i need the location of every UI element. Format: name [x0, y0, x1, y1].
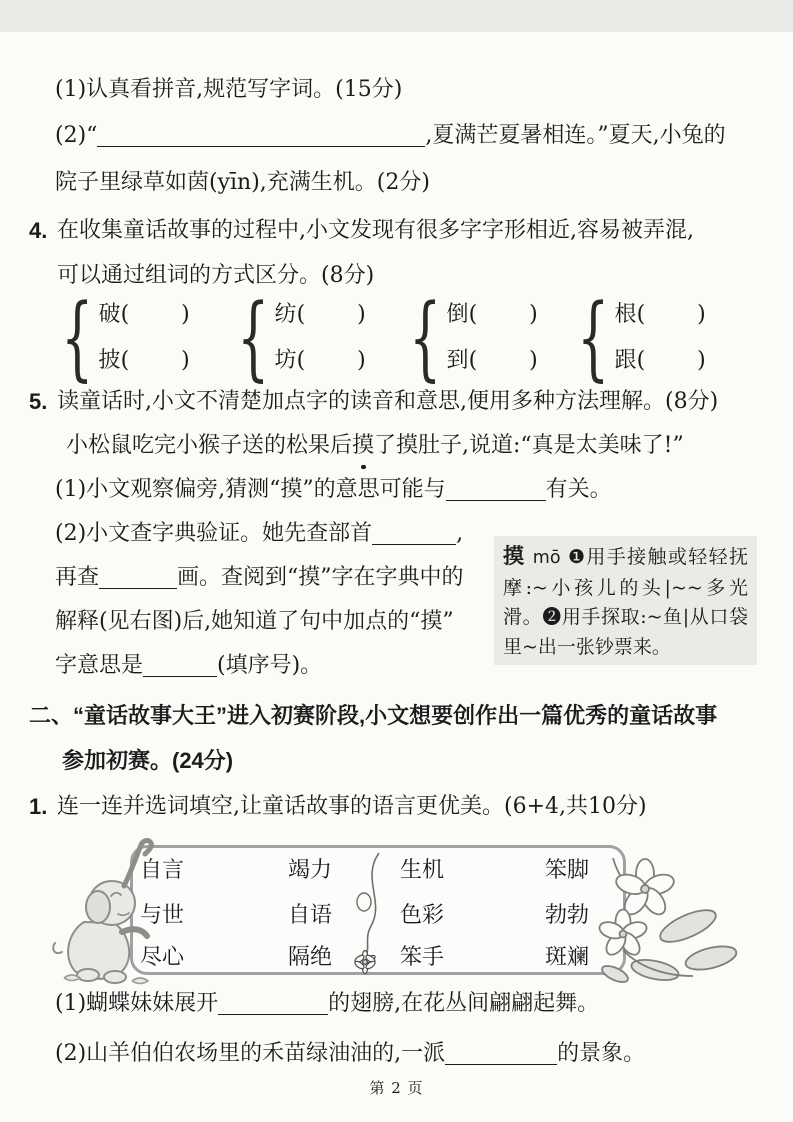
match-word[interactable]: 尽心 [140, 945, 185, 970]
elephant-illustration [48, 832, 176, 986]
q5-item2-line3 [55, 606, 454, 638]
q5-item2-meaning-blank[interactable] [143, 652, 217, 677]
close-paren: ) [529, 302, 538, 327]
q4-line2-text: 可以通过组词的方式区分。(8分) [57, 263, 375, 288]
q4-pair2-top-row [275, 296, 366, 334]
open-paren: ( [636, 348, 646, 373]
s2q1-item2-pre: (2)山羊伯伯农场里的禾苗绿油油的,一派 [55, 1041, 446, 1066]
q5-item2-strokes-blank[interactable] [99, 564, 177, 589]
s2q1-item1-post: 的翅膀,在花丛间翩翩起舞。 [328, 991, 600, 1016]
match-word[interactable]: 色彩 [400, 903, 445, 928]
q4-pair1-top-row [99, 296, 190, 334]
dictionary-pinyin: mō [532, 548, 561, 568]
q5-item2-line2 [55, 562, 464, 594]
curly-brace: { [237, 284, 270, 391]
elephant-ear [86, 891, 110, 923]
elephant-trunk [124, 841, 151, 886]
close-paren: ) [357, 348, 366, 373]
q4-pair-group-4 [564, 284, 706, 391]
q5-item2-line4 [55, 650, 322, 682]
q4-pair3-bottom-row [447, 342, 538, 380]
q5-item2-l2-post: 画。查阅到“摸”字在字典中的 [177, 565, 464, 590]
s2q1-title [57, 791, 647, 823]
char-top: 破 [98, 302, 121, 327]
s2q1-number: 1. [29, 794, 48, 819]
q4-pair1-bottom-row [99, 342, 190, 380]
char-bottom: 坊 [274, 348, 297, 373]
q4-pair-group-1 [48, 284, 190, 391]
open-paren: ( [296, 302, 306, 327]
definition-1-text: 用手接触或轻轻抚摩:~小孩儿的头|~~多光滑。 [503, 546, 748, 628]
open-paren: ( [120, 302, 130, 327]
small-flower-icon [354, 951, 377, 974]
q5-sentence-pre: 小松鼠吃完小猴子送的松果后 [66, 433, 353, 458]
s2q1-item1-answer-blank[interactable] [218, 990, 328, 1015]
s2q1-item1-pre: (1)蝴蝶妹妹展开 [55, 991, 219, 1016]
close-paren: ) [697, 302, 706, 327]
close-paren: ) [181, 348, 190, 373]
open-paren: ( [468, 348, 478, 373]
section2-header-line1 [29, 700, 717, 732]
curly-brace: { [61, 284, 94, 391]
open-paren: ( [120, 348, 130, 373]
emphasis-dot [361, 465, 366, 470]
q4-pair-group-3 [396, 284, 538, 391]
s2q1-item2 [55, 1038, 645, 1070]
match-word[interactable]: 笨脚 [545, 858, 590, 883]
q5-item2-line1 [55, 518, 463, 550]
q3-item2-cont-text: 院子里绿草如茵(yīn),充满生机。(2分) [55, 170, 430, 195]
q5-item1-answer-blank[interactable] [446, 476, 546, 501]
q5-sentence [66, 430, 684, 462]
q5-title [57, 386, 718, 418]
match-word[interactable]: 隔绝 [288, 945, 333, 970]
s2q1-item1 [55, 988, 599, 1020]
s2q1-item2-post: 的景象。 [557, 1041, 646, 1066]
q5-item1 [55, 474, 612, 506]
q4-line2 [57, 260, 374, 292]
definition-1-number: ❶ [567, 546, 587, 568]
q4-pair3-top-row [447, 296, 538, 334]
vine-divider-illustration [348, 850, 392, 974]
q5-item1-pre: (1)小文观察偏旁,猜测“摸”的意思可能与 [55, 477, 446, 502]
s2q1-title-text: 连一连并选词填空,让童话故事的语言更优美。(6+4,共10分) [57, 794, 647, 819]
q5-item1-post: 有关。 [545, 477, 612, 502]
q3-item2-prefix: (2)“ [55, 123, 98, 148]
q5-item2-radical-blank[interactable] [372, 520, 456, 545]
definition-2-number: ❷ [542, 606, 562, 628]
curly-brace: { [577, 284, 610, 391]
q5-sentence-emph-char: 摸 [352, 433, 375, 458]
q4-pair4-bottom-row [615, 342, 706, 380]
page-top-scan-band [0, 0, 793, 32]
q4-pair-group-2 [224, 284, 366, 391]
close-paren: ) [529, 348, 538, 373]
match-word[interactable]: 勃勃 [545, 903, 590, 928]
s2q1-item2-answer-blank[interactable] [445, 1040, 557, 1065]
close-paren: ) [357, 302, 366, 327]
dictionary-entry-box [494, 536, 757, 665]
q4-line1 [57, 215, 694, 247]
curly-brace: { [409, 284, 442, 391]
q5-item2-l3-text: 解释(见右图)后,她知道了句中加点的“摸” [55, 609, 454, 634]
q5-item2-l2-pre: 再查 [55, 565, 100, 590]
open-paren: ( [296, 348, 306, 373]
q3-item2-continuation [55, 167, 430, 199]
q3-item2 [55, 120, 726, 152]
elephant-foot [77, 969, 99, 981]
match-word[interactable]: 自言 [140, 858, 185, 883]
char-bottom: 披 [98, 348, 121, 373]
q4-line1-text: 在收集童话故事的过程中,小文发现有很多字字形相近,容易被弄混, [57, 218, 694, 243]
q5-sentence-post: 了摸肚子,说道:“真是太美味了!” [374, 433, 684, 458]
match-word[interactable]: 自语 [288, 903, 333, 928]
q3-item1-text: (1)认真看拼音,规范写字词。(15分) [55, 77, 403, 102]
section2-header-text1: 二、“童话故事大王”进入初赛阶段,小文想要创作出一篇优秀的童话故事 [29, 703, 718, 728]
match-word[interactable]: 斑斓 [545, 945, 590, 970]
q5-item2-l1-pre: (2)小文查字典验证。她先查部首 [55, 521, 373, 546]
match-word[interactable]: 生机 [400, 858, 445, 883]
flowers-illustration [593, 858, 751, 996]
char-bottom: 跟 [614, 348, 637, 373]
q5-item2-l4-pre: 字意思是 [55, 653, 144, 678]
emphasized-char [352, 430, 374, 462]
q3-item2-suffix: ,夏满芒夏暑相连。”夏天,小兔的 [425, 123, 726, 148]
q5-title-text: 读童话时,小文不清楚加点字的读音和意思,便用多种方法理解。(8分) [57, 389, 719, 414]
q5-number: 5. [29, 389, 48, 414]
q4-pair4-top-row [615, 296, 706, 334]
q3-item2-answer-blank[interactable] [97, 122, 425, 147]
section2-header-text2: 参加初赛。(24分) [62, 748, 234, 773]
q5-item2-l1-post: , [456, 521, 464, 546]
match-word[interactable]: 竭力 [288, 858, 333, 883]
page-number: 第 2 页 [369, 1079, 424, 1097]
elephant-tail [53, 943, 62, 953]
q5-item2-l4-post: (填序号)。 [217, 653, 323, 678]
open-paren: ( [636, 302, 646, 327]
elephant-foot [104, 971, 126, 983]
char-top: 纺 [274, 302, 297, 327]
close-paren: ) [181, 302, 190, 327]
dictionary-headword: 摸 [503, 543, 526, 568]
definition-2-text: 用手探取:~鱼|从口袋里~出一张钞票来。 [503, 606, 748, 658]
section2-header-line2 [62, 745, 233, 777]
match-word[interactable]: 与世 [140, 903, 185, 928]
q4-pair2-bottom-row [275, 342, 366, 380]
match-word[interactable]: 笨手 [400, 945, 445, 970]
char-bottom: 到 [446, 348, 469, 373]
open-paren: ( [468, 302, 478, 327]
q4-number: 4. [29, 218, 48, 243]
char-top: 根 [614, 302, 637, 327]
char-top: 倒 [446, 302, 469, 327]
close-paren: ) [697, 348, 706, 373]
vine-loop [357, 893, 371, 911]
q3-item1 [55, 74, 402, 106]
